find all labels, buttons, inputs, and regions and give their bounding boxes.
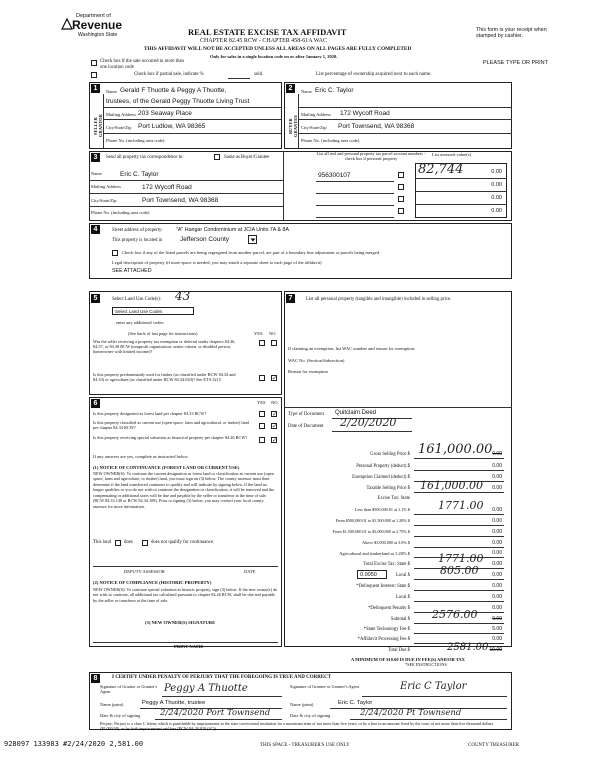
- street-address[interactable]: "A" Hangar Condominium at JCIA Units 7A & 8A: [176, 227, 289, 233]
- send-correspondence-label: Send all property tax correspondence to:: [106, 155, 184, 160]
- certify-statement: I CERTIFY UNDER PENALTY OF PERJURY THAT THE FOREGOING IS TRUE AND CORRECT: [112, 675, 332, 680]
- grantee-sig-label: Signature of Grantee or Grantee's Agent: [290, 684, 359, 689]
- seller-city-label: City/State/Zip: [106, 125, 132, 130]
- tier2-line: [414, 525, 504, 526]
- assessed-value-2[interactable]: 0.00: [491, 182, 502, 188]
- buyer-side-label: BUYER GRANTEE: [288, 114, 299, 138]
- land-does-not-checkbox[interactable]: [142, 540, 148, 546]
- local-line: [414, 579, 504, 580]
- seller-phone-label: Phone No. (including area code): [106, 138, 165, 143]
- wa-seal-icon: [60, 17, 74, 31]
- wac-intro: If claiming an exemption, list WAC number and reason for exemption:: [288, 346, 416, 351]
- corr-phone-label: Phone No. (including area code): [91, 210, 150, 215]
- tech-fee-value[interactable]: 5.00: [492, 626, 502, 632]
- taxable-label: Taxable Selling Price $: [366, 486, 410, 491]
- located-in-label: This property is located in: [112, 238, 163, 243]
- tier1-handwritten: 1771.00: [438, 499, 484, 512]
- multi-location-checkbox[interactable]: [91, 60, 97, 66]
- land-does-checkbox[interactable]: [115, 540, 121, 546]
- delinq-pen-label: *Delinquent Penalty $: [368, 606, 410, 611]
- see-back-instructions: (See back of last page for instructions): [128, 331, 198, 336]
- dor-logo: [30, 13, 123, 53]
- buyer-row-line2: [298, 119, 512, 120]
- assessed-value-3[interactable]: 0.00: [491, 195, 502, 201]
- buyer-city-label: City/State/Zip: [301, 125, 327, 130]
- yes-header-5: YES: [254, 331, 263, 336]
- delinq-int-label: *Delinquent Interest: State $: [356, 584, 410, 589]
- form-title: REAL ESTATE EXCISE TAX AFFIDAVIT: [188, 27, 347, 37]
- buyer-row-line1: [298, 107, 512, 108]
- assessed-value-4[interactable]: 0.00: [491, 208, 502, 214]
- grantor-date-label: Date & city of signing: [100, 713, 141, 718]
- buyer-mailing[interactable]: 172 Wycoff Road: [340, 110, 390, 117]
- excise-state-label: Excise Tax: State: [377, 496, 410, 501]
- personal-property-label: List all personal property (tangible and intangible) included in selling price.: [306, 297, 452, 302]
- corr-city-label: City/State/Zip: [91, 198, 117, 203]
- notice-continuance-title: (1) NOTICE OF CONTINUANCE (FOREST LAND OR CURRENT USE): [93, 465, 240, 470]
- grantee-name[interactable]: Eric C. Taylor: [338, 700, 373, 706]
- section-6-number: 6: [91, 399, 100, 408]
- parcel-4-personal-checkbox[interactable]: [398, 208, 404, 214]
- deputy-assessor-label: DEPUTY ASSESSOR: [124, 569, 165, 574]
- timber-question: Is this property predominantly used for timber (as classified under RCW 84.34 and 84.33) or agriculture (as classified under RCW 84.34.020)? See ETA 3215: [93, 372, 236, 382]
- notice-compliance-title: (2) NOTICE OF COMPLIANCE (HISTORIC PROPERTY): [93, 580, 212, 585]
- parcel-line-1: [316, 181, 394, 182]
- local-rate[interactable]: 0.0050: [357, 570, 387, 579]
- gross-line: [414, 458, 504, 459]
- grantee-date-line: [350, 719, 507, 720]
- personal-line: [414, 470, 504, 471]
- buyer-row-line3: [298, 133, 512, 134]
- no-header-5: NO: [269, 331, 276, 336]
- tier1-value[interactable]: 0.00: [492, 507, 502, 513]
- corr-city[interactable]: Port Townsend, WA 98368: [142, 197, 219, 204]
- county-dropdown[interactable]: [248, 235, 257, 244]
- corr-mailing[interactable]: 172 Wycoff Road: [142, 184, 192, 191]
- parcel-3-personal-checkbox[interactable]: [398, 196, 404, 202]
- deputy-assessor-line: [93, 566, 278, 567]
- q5-1-no-checkbox[interactable]: [271, 340, 277, 346]
- section3-divider: [283, 151, 284, 221]
- tier3-line: [414, 536, 504, 537]
- see-instructions-note: *SEE INSTRUCTIONS: [405, 662, 447, 667]
- grantor-date-line: [155, 719, 282, 720]
- total-state-value[interactable]: 0.00: [492, 561, 502, 567]
- section7-divider: [284, 407, 512, 408]
- please-type: PLEASE TYPE OR PRINT: [483, 60, 549, 66]
- section-3-number: 3: [91, 153, 100, 162]
- subtotal-value[interactable]: 0.00: [492, 616, 502, 622]
- enter-additional-codes: enter any additional codes:: [116, 320, 165, 325]
- dor-dept-line2: Revenue: [72, 18, 123, 32]
- agri-value[interactable]: 0.00: [492, 550, 502, 556]
- land-use-handwritten: 43: [175, 289, 191, 303]
- q6-3-no-checkbox[interactable]: ✓: [272, 437, 278, 444]
- treasurer-stamp: 928097 133983 #2/24/2020 2,581.00: [4, 740, 144, 748]
- seller-divider: [103, 94, 104, 149]
- section-7-number: 7: [286, 294, 295, 303]
- local-label: Local $: [395, 573, 410, 578]
- exemption-value[interactable]: 0.00: [492, 474, 502, 480]
- parcel-header: List all real and personal property tax parcel account numbers - check box if personal property: [316, 151, 426, 161]
- assessed-line2: [415, 191, 507, 192]
- legal-description[interactable]: SEE ATTACHED: [112, 268, 152, 274]
- doc-date[interactable]: 2/20/2020: [340, 416, 397, 429]
- seller-row-line3: [103, 133, 282, 134]
- exemption-label: Exemption Claimed (deduct) $: [352, 475, 410, 480]
- section-8-number: 8: [91, 674, 100, 683]
- tier3-label: From $1,500,000.01 to $3,000,000 at 2.75% $: [332, 529, 410, 534]
- doc-date-line: [332, 431, 412, 432]
- partial-sale-checkbox[interactable]: [91, 72, 97, 78]
- multi-location-label: Check box if the sale occurred in more than one location code: [100, 59, 184, 70]
- buyer-name-label: Name: [301, 89, 312, 94]
- local2-value[interactable]: 0.00: [492, 594, 502, 600]
- notice-continuance-body: NEW OWNER(S): To continue the current designation as forest land or classification as current use (open space, farm and agriculture, or timber) land, you must sign on (3) below. The county assessor must then determine if the land transferred continues to qualify and will indicate by signing below. If the land no longer qualifies or you do not wish to continue the designation or classification, it will be removed and the compensating or additional taxes will be due and payable by the seller or transferor at the time of sale. (RCW 84.33.140 or RCW 84.34.108). Prior to signing (3) below, you may contact your local county assessor for more information.: [93, 471, 275, 509]
- seller-row-line1: [103, 107, 282, 108]
- partial-sale-label: Check box if partial sale, indicate %: [134, 72, 204, 77]
- seller-side-label: SELLER GRANTOR: [93, 114, 104, 138]
- subtotal-label: Subtotal $: [390, 617, 410, 622]
- chevron-down-icon: [249, 236, 257, 244]
- q6-3-yes-checkbox[interactable]: [259, 437, 265, 443]
- parcel-line-3: [316, 205, 394, 206]
- assessed-value-handwritten: 82,744: [418, 162, 464, 177]
- tech-fee-label: *State Technology Fee $: [363, 627, 410, 632]
- this-land-label: This land: [93, 540, 111, 545]
- grantee-date[interactable]: 2/24/2020 Pt Townsend: [360, 708, 462, 718]
- grantee-name-label: Name (print): [290, 702, 314, 707]
- tier1-line: [414, 514, 504, 515]
- total-state-handwritten: 1771.00: [438, 552, 484, 565]
- form-chapter: CHAPTER 82.45 RCW - CHAPTER 458-61A WAC: [200, 38, 327, 44]
- deputy-date-label: DATE: [244, 569, 256, 574]
- local2-line: [414, 601, 504, 602]
- q6-2-yes-checkbox[interactable]: [259, 423, 265, 429]
- tier4-value[interactable]: 0.00: [492, 540, 502, 546]
- assessed-value-1[interactable]: 0.00: [491, 169, 502, 175]
- seller-name-line2[interactable]: trustees, of the Gerald Peggy Thuotte Living Trust: [106, 98, 250, 105]
- agri-label: Agricultural and timberland at 1.28% $: [339, 551, 410, 556]
- same-as-buyer-checkbox[interactable]: [214, 154, 220, 160]
- grantor-sig-label: Signature of Grantor or Grantor's Agent: [100, 684, 158, 694]
- corr-row-line3: [89, 206, 283, 207]
- county-select[interactable]: Jefferson County: [180, 236, 230, 243]
- q6-2-no-checkbox[interactable]: ✓: [272, 423, 278, 430]
- land-does-not-label: does not qualify for continuance.: [151, 540, 215, 545]
- historical-question: Is this property receiving special valuation as historical property per chapter 84.26 RCW?: [93, 435, 248, 440]
- tier2-value[interactable]: 0.00: [492, 518, 502, 524]
- q6-1-yes-checkbox[interactable]: [259, 411, 265, 417]
- personal-value[interactable]: 0.00: [492, 463, 502, 469]
- corr-name[interactable]: Eric C. Taylor: [120, 171, 159, 178]
- tech-fee-line: [414, 633, 504, 634]
- buyer-mailing-label: Mailing Address: [301, 112, 331, 117]
- buyer-city[interactable]: Port Townsend, WA 98368: [338, 123, 415, 130]
- subtotal-line: [414, 623, 504, 624]
- corr-row-line2: [89, 193, 283, 194]
- section-4-number: 4: [91, 225, 100, 234]
- section-1-number: 1: [91, 84, 100, 93]
- print-name-line: [93, 642, 278, 643]
- q5-2-yes-checkbox[interactable]: [259, 375, 265, 381]
- grantee-date-label: Date & city of signing: [290, 713, 331, 718]
- grantor-sig-line: [162, 696, 282, 697]
- parcel-line-2: [316, 193, 394, 194]
- gross-handwritten: 161,000.00: [418, 442, 493, 457]
- section-2-number: 2: [286, 84, 295, 93]
- new-owner-signature-label: (3) NEW OWNER(S) SIGNATURE: [145, 620, 216, 625]
- notice-compliance-body: NEW OWNER(S): To continue special valuation as historic property, sign (3) below. If the new owner(s) do not wish to continue, all additional tax calculated pursuant to chapter 84.26 RCW, shall be due and payable by the seller or transferor at the time of sale.: [93, 587, 278, 603]
- taxable-handwritten: 161,000.00: [420, 479, 483, 492]
- delinq-pen-value[interactable]: 0.00: [492, 605, 502, 611]
- taxable-line: [414, 492, 504, 493]
- grantor-date[interactable]: 2/24/2020 Port Townsend: [160, 708, 271, 718]
- doc-date-label: Date of Document: [288, 424, 324, 429]
- grantee-signature[interactable]: Eric C Taylor: [400, 681, 467, 692]
- segregated-label: Check box if any of the listed parcels are being segregated from another parcel, are part of a boundary line adjustment or parcels being merged.: [122, 250, 381, 255]
- q5-2-no-checkbox[interactable]: ✓: [272, 375, 278, 382]
- form-warning: THIS AFFIDAVIT WILL NOT BE ACCEPTED UNLESS ALL AREAS ON ALL PAGES ARE FULLY COMPLETED: [144, 46, 412, 52]
- buyer-divider: [298, 94, 299, 149]
- dor-dept-line3: Washington State: [78, 32, 118, 38]
- land-use-select[interactable]: Select Land Use Codes: [112, 307, 194, 315]
- street-address-label: Street address of property:: [112, 228, 163, 233]
- gross-value[interactable]: 0.00: [492, 451, 502, 457]
- grantee-sig-line: [362, 696, 507, 697]
- corr-name-label: Name: [91, 171, 102, 176]
- same-as-buyer-label: Same as Buyer/Grantee: [224, 155, 270, 160]
- yes-header-6: YES: [257, 400, 266, 405]
- personal-label: Personal Property (deduct) $: [356, 464, 410, 469]
- q6-1-no-checkbox[interactable]: ✓: [272, 411, 278, 418]
- doc-type[interactable]: Quitclaim Deed: [335, 410, 377, 416]
- corr-mailing-label: Mailing Address: [91, 184, 121, 189]
- seller-mailing-label: Mailing Address: [106, 112, 136, 117]
- tier4-line: [414, 547, 504, 548]
- seller-row-line2: [103, 119, 282, 120]
- q5-1-yes-checkbox[interactable]: [259, 340, 265, 346]
- treasurer-use-only: THIS SPACE - TREASURER'S USE ONLY: [260, 743, 350, 748]
- grantor-signature[interactable]: Peggy A Thuotte: [164, 683, 248, 694]
- grantor-name[interactable]: Peggy A Thuotte, trustee: [142, 700, 206, 706]
- reason-label: Reason for exemption: [288, 369, 328, 374]
- total-due-label: Total Due $: [387, 648, 410, 653]
- seller-name-label: Name: [106, 89, 117, 94]
- land-use-label: Select Land Use Code(s):: [112, 297, 162, 302]
- print-name-label: PRINT NAME: [174, 644, 204, 649]
- parcel-line-4: [316, 217, 394, 218]
- buyer-phone-label: Phone No. (including area code): [301, 138, 360, 143]
- partial-sale-sold: sold.: [254, 72, 264, 77]
- local-value[interactable]: 0.00: [492, 572, 502, 578]
- total-due-value[interactable]: 10.00: [489, 647, 502, 653]
- parcel-1[interactable]: 956300107: [318, 172, 351, 179]
- total-state-label: Total Excise Tax: State $: [363, 562, 410, 567]
- section-5-number: 5: [91, 294, 100, 303]
- assessed-header: List assessed value(s): [432, 152, 471, 157]
- no-header-6: NO: [271, 400, 278, 405]
- tier2-label: From $500,000.01 to $1,500,000 at 1.28% $: [335, 518, 410, 523]
- grantor-name-label: Name (print): [100, 702, 124, 707]
- corr-row-line1: [89, 180, 283, 181]
- forest-land-question: Is this property designated as forest land per chapter 84.33 RCW?: [93, 411, 207, 416]
- doc-type-label: Type of Document: [288, 412, 324, 417]
- processing-value[interactable]: 0.00: [492, 636, 502, 642]
- seller-name-line1[interactable]: Gerald F Thuotte & Peggy A Thuotte,: [120, 87, 227, 94]
- parcel-1-personal-checkbox[interactable]: [398, 172, 404, 178]
- partial-sale-line: [228, 78, 250, 79]
- seller-exemption-question: Was the seller receiving a property tax exemption or deferral under chapters 84.36, 84.37, or 84.38 RCW (nonprofit organization, senior citizen, or disabled person, homeowner with limited income)?: [93, 339, 236, 354]
- assessed-line3: [415, 204, 507, 205]
- gross-label: Gross Selling Price $: [370, 452, 410, 457]
- land-does-label: does: [124, 540, 133, 545]
- seller-mailing[interactable]: 203 Seaway Place: [138, 110, 192, 117]
- taxable-value[interactable]: 0.00: [492, 485, 502, 491]
- seller-city[interactable]: Port Ludlow, WA 98365: [138, 123, 206, 130]
- current-use-question: Is this property classified as current use (open space, farm and agricultural, or timber) land per chapter 84.34 RCW?: [93, 420, 249, 430]
- minimum-due-note: A MINIMUM OF $10.00 IS DUE IN FEE(S) AND/OR TAX: [351, 657, 465, 662]
- total-due-handwritten: 2581.00: [447, 642, 489, 653]
- receipt-note: This form is your receipt when stamped by cashier.: [476, 27, 547, 40]
- form-only-for: Only for sales in a single location code on or after January 1, 2020.: [210, 54, 338, 59]
- legal-description-label: Legal description of property (if more space is needed, you may attach a separate sheet to each page of the affidavit): [112, 260, 322, 265]
- if-yes-instruction: If any answers are yes, complete as instructed below.: [93, 454, 189, 459]
- tier1-label: Less than $500,000.01 at 1.1% $: [355, 507, 410, 512]
- county-treasurer: COUNTY TREASURER: [468, 743, 519, 748]
- delinq-int-line: [414, 590, 504, 591]
- ownership-pct-label: List percentage of ownership acquired next to each name.: [316, 72, 432, 77]
- assessed-line1: [415, 178, 507, 179]
- processing-label: *Affidavit Processing Fee $: [357, 637, 410, 642]
- segregated-checkbox[interactable]: [112, 250, 118, 256]
- delinq-int-value[interactable]: 0.00: [492, 583, 502, 589]
- wac-label: WAC No. (Section/Subsection): [288, 358, 345, 363]
- local2-label: Local $: [395, 595, 410, 600]
- dor-dept-line1: Department of: [76, 13, 111, 19]
- buyer-name[interactable]: Eric C. Taylor: [315, 87, 354, 94]
- tier3-value[interactable]: 0.00: [492, 529, 502, 535]
- parcel-2-personal-checkbox[interactable]: [398, 184, 404, 190]
- subtotal-handwritten: 2576.00: [432, 608, 478, 621]
- tier4-label: Above $3,000,000 at 3.0% $: [361, 540, 410, 545]
- local-handwritten: 805.00: [440, 564, 479, 577]
- perjury-notice: Perjury: Perjury is a class C felony which is punishable by imprisonment in the state correctional institution for a maximum term of not more than five years, or by a fine in an amount fixed by the court of not more than five thousand dollars ($5,000.00), or by both imprisonment and fine (RCW 9A.20.020 (1C)).: [100, 721, 494, 731]
